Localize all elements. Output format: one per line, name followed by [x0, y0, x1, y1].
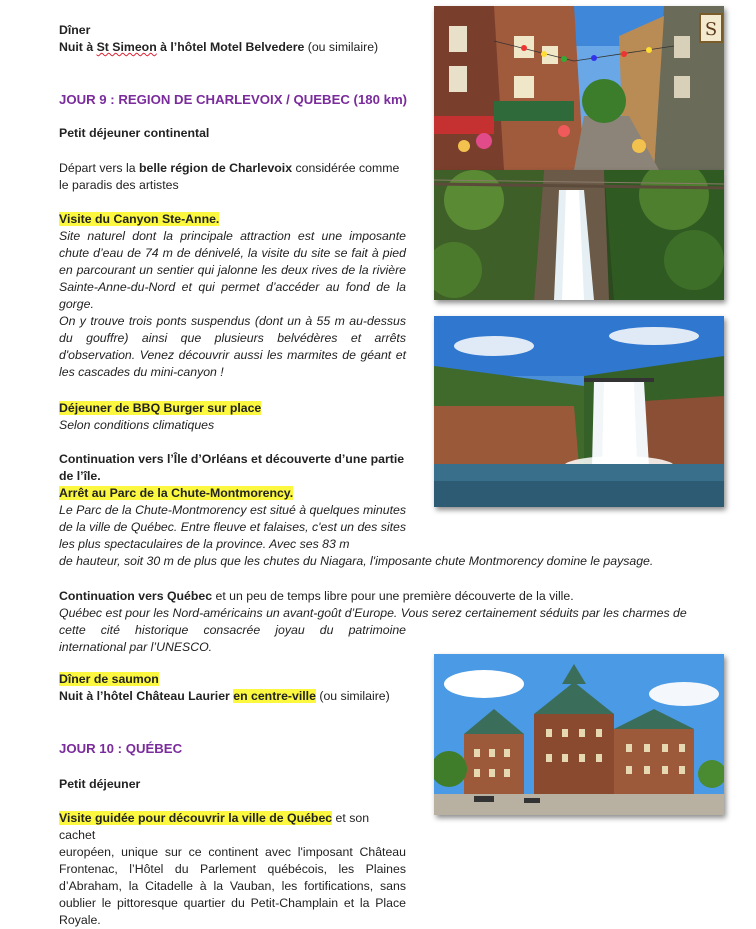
- night-prefix: Nuit à: [59, 40, 97, 54]
- visit-a: et son cachet: [59, 811, 370, 842]
- lunch-block: [59, 400, 419, 434]
- shop-sign-letter: S: [704, 19, 718, 40]
- night-a: Nuit à l’hôtel Château Laurier: [59, 689, 234, 703]
- quebec-italic3: international par l’UNESCO.: [59, 640, 213, 654]
- lunch-note: Selon conditions climatiques: [59, 418, 215, 432]
- canyon-text: Site naturel dont la principale attraction est une imposante chute d’eau de 74 m de dénivelé, la visite du site se fait à pied en parcourant un sentier qui jalonne les deux rives de la rivière Sainte-Anne-du-Nord et qui permet d’accéder au fond de la gorge.: [59, 229, 406, 311]
- top-block: [59, 22, 419, 56]
- day9-title: JOUR 9 : REGION DE CHARLEVOIX / QUEBEC (180 km): [59, 92, 408, 107]
- night-line: [59, 39, 419, 56]
- night-place: St Simeon: [96, 40, 157, 54]
- old-quebec-street-photo: [434, 6, 724, 170]
- day10-breakfast: Petit déjeuner: [59, 777, 141, 791]
- day10-title: JOUR 10 : QUÉBEC: [59, 741, 183, 756]
- day9-breakfast: Petit déjeuner continental: [59, 126, 210, 140]
- depart-text-a: Départ vers la: [59, 161, 139, 175]
- quebec-italic1: Québec est pour les Nord-américains un avant-goût d’Europe. Vous serez certainement séduits par les charmes de: [59, 606, 687, 620]
- dinner-label: Dîner: [59, 23, 91, 37]
- depart-text-d: le paradis des artistes: [59, 178, 179, 192]
- orleans-line1: Continuation vers l’Île d’Orléans et découverte d’une partie: [59, 452, 405, 466]
- night-c: (ou similaire): [315, 689, 390, 703]
- chateau-frontenac-photo: [434, 654, 724, 815]
- canyon-block: [59, 211, 406, 381]
- quebec-italic2: cette cité historique consacrée joyau du patrimoine: [59, 623, 406, 637]
- quebec-block: [59, 588, 749, 656]
- canyon-text-2: On y trouve trois ponts suspendus (dont un à 55 m au-dessus du gouffre) ainsi que plusieurs belvédères et arrêts d'observation. Venez découvrir aussi les marmites de géant et les cascades du mini-canyon !: [59, 314, 406, 379]
- quebec-a: Continuation vers Québec: [59, 589, 213, 603]
- dinner-title: Dîner de saumon: [59, 672, 159, 686]
- dinner-block: [59, 671, 429, 705]
- lunch-title: Déjeuner de BBQ Burger sur place: [59, 401, 262, 415]
- canyon-title: Visite du Canyon Ste-Anne.: [59, 212, 220, 226]
- depart-text-c: considérée comme: [292, 161, 400, 175]
- visit-title: Visite guidée pour découvrir la ville de Québec: [59, 811, 333, 825]
- quebec-b: et un peu de temps libre pour une première découverte de la ville.: [212, 589, 574, 603]
- night-hotel: à l’hôtel Motel Belvedere: [156, 40, 305, 54]
- montmorency-title: Arrêt au Parc de la Chute-Montmorency.: [59, 486, 294, 500]
- orleans-block: [59, 451, 654, 570]
- montmorency-text: Le Parc de la Chute-Montmorency est situé à quelques minutes de la ville de Québec. Entre fleuve et falaises, c'est un des sites les plus spectaculaires de la province. Avec ses 83 m: [59, 503, 406, 551]
- montmorency-falls-photo: [434, 316, 724, 507]
- orleans-line2: de l’île.: [59, 469, 101, 483]
- night-b: en centre-ville: [233, 689, 316, 703]
- night-suffix: (ou similaire): [304, 40, 379, 54]
- day9-depart: [59, 160, 419, 194]
- visit-text: européen, unique sur ce continent avec l'imposant Château Frontenac, l’Hôtel du Parlement québécois, les Plaines d’Abraham, la Citadelle à la Vauban, les fortifications, sans oublier le pittoresque quartier du Petit-Champlain et la Place Royale.: [59, 845, 406, 927]
- canyon-sainte-anne-photo: [434, 170, 724, 300]
- depart-region: belle région de Charlevoix: [138, 161, 293, 175]
- montmorency-text-end: de hauteur, soit 30 m de plus que les chutes du Niagara, l'imposante chute Montmorency domine le paysage.: [59, 554, 654, 568]
- visit-block: [59, 810, 406, 929]
